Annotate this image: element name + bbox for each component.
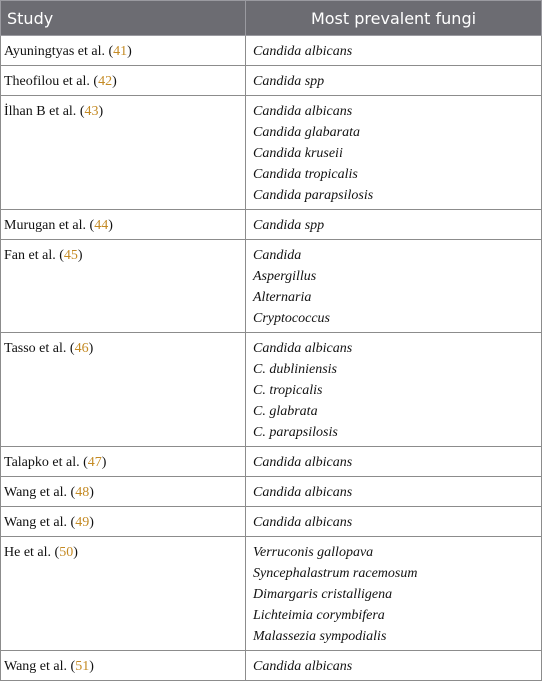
fungus-name: Syncephalastrum racemosum (253, 566, 418, 581)
fungus-name: Candida albicans (253, 455, 353, 470)
reference-link[interactable]: 45 (63, 248, 78, 263)
reference-link[interactable]: 47 (87, 455, 102, 470)
fungus-name: Candida (253, 248, 302, 263)
study-author: Tasso et al. (4, 341, 67, 356)
study-cell: Fan et al. (45) (1, 240, 246, 333)
study-cell: İlhan B et al. (43) (1, 96, 246, 210)
fungus-name: Candida albicans (253, 485, 353, 500)
reference-link[interactable]: 42 (98, 74, 113, 89)
table-row (1, 210, 542, 240)
study-author: Murugan et al. (4, 218, 87, 233)
fungus-name: Candida albicans (253, 44, 353, 59)
study-author: İlhan B et al. (4, 104, 77, 119)
study-cell: Murugan et al. (44) (1, 210, 246, 240)
study-author: Ayuningtyas et al. (4, 44, 105, 59)
table-row (1, 651, 542, 681)
reference-link[interactable]: 43 (84, 104, 99, 119)
fungus-name: Candida tropicalis (253, 167, 358, 182)
fungi-cell (246, 66, 542, 96)
table-header (1, 1, 542, 36)
header-row (1, 1, 542, 36)
fungus-name: Lichteimia corymbifera (253, 608, 385, 623)
fungus-name: Candida albicans (253, 341, 353, 356)
study-author: Theofilou et al. (4, 74, 90, 89)
fungus-name: Alternaria (253, 290, 312, 305)
fungus-name: C. glabrata (253, 404, 318, 419)
table-row (1, 507, 542, 537)
table-row (1, 36, 542, 66)
study-cell: Wang et al. (49) (1, 507, 246, 537)
fungus-name: Cryptococcus (253, 311, 330, 326)
reference-link[interactable]: 48 (75, 485, 90, 500)
study-author: Wang et al. (4, 515, 68, 530)
fungi-cell (246, 210, 542, 240)
fungi-cell (246, 36, 542, 66)
table-body (1, 36, 542, 681)
fungi-cell (246, 240, 542, 333)
fungus-name: C. parapsilosis (253, 425, 338, 440)
study-cell: Wang et al. (51) (1, 651, 246, 681)
fungus-name: Malassezia sympodialis (253, 629, 387, 644)
reference-link[interactable]: 51 (75, 659, 90, 674)
study-cell: Tasso et al. (46) (1, 333, 246, 447)
fungi-cell (246, 477, 542, 507)
study-author: He et al. (4, 545, 52, 560)
fungus-name: Candida spp (253, 74, 325, 89)
fungus-name: C. dubliniensis (253, 362, 338, 377)
fungus-name: Candida kruseii (253, 146, 343, 161)
table-row (1, 96, 542, 210)
study-author: Talapko et al. (4, 455, 80, 470)
table-row (1, 66, 542, 96)
fungi-cell (246, 96, 542, 210)
fungi-cell (246, 651, 542, 681)
study-cell: Theofilou et al. (42) (1, 66, 246, 96)
study-author: Fan et al. (4, 248, 56, 263)
study-cell: Ayuningtyas et al. (41) (1, 36, 246, 66)
fungus-name: C. tropicalis (253, 383, 323, 398)
fungus-name: Candida glabarata (253, 125, 360, 140)
table-row (1, 447, 542, 477)
fungus-name: Candida albicans (253, 515, 353, 530)
study-cell: He et al. (50) (1, 537, 246, 651)
reference-link[interactable]: 44 (94, 218, 109, 233)
fungus-name: Aspergillus (253, 269, 317, 284)
header-fungi: Most prevalent fungi (246, 1, 542, 36)
table-row (1, 537, 542, 651)
table-row (1, 240, 542, 333)
study-author: Wang et al. (4, 659, 68, 674)
reference-link[interactable]: 49 (75, 515, 90, 530)
study-author: Wang et al. (4, 485, 68, 500)
fungi-cell (246, 447, 542, 477)
fungus-name: Candida spp (253, 218, 325, 233)
fungus-name: Dimargaris cristalligena (253, 587, 393, 602)
study-cell: Wang et al. (48) (1, 477, 246, 507)
fungi-cell (246, 537, 542, 651)
table-row (1, 333, 542, 447)
reference-link[interactable]: 46 (74, 341, 89, 356)
fungus-name: Candida parapsilosis (253, 188, 374, 203)
fungus-name: Candida albicans (253, 659, 353, 674)
reference-link[interactable]: 41 (113, 44, 128, 59)
fungi-cell (246, 333, 542, 447)
fungus-name: Verruconis gallopava (253, 545, 374, 560)
fungus-name: Candida albicans (253, 104, 353, 119)
table-row (1, 477, 542, 507)
fungi-cell (246, 507, 542, 537)
reference-link[interactable]: 50 (59, 545, 74, 560)
header-study: Study (1, 1, 246, 36)
study-cell: Talapko et al. (47) (1, 447, 246, 477)
